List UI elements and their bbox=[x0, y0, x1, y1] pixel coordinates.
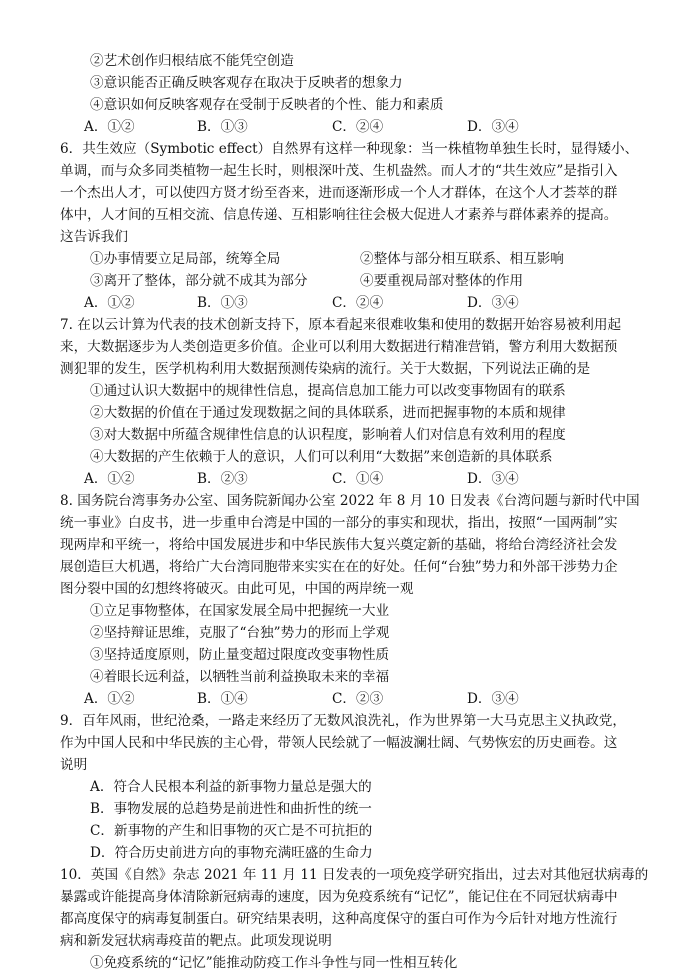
statement: ③离开了整体，部分就不成其为部分 bbox=[90, 273, 308, 289]
choice-d: D．③④ bbox=[467, 691, 519, 707]
choice-c: C．②④ bbox=[332, 295, 384, 311]
statement: ④要重视局部对整体的作用 bbox=[360, 273, 524, 289]
option-d: D．符合历史前进方向的事物充满旺盛的生命力 bbox=[90, 845, 373, 861]
question-stem-line: 图分裂中国的幻想终将破灭。由此可见，中国的两岸统一观 bbox=[60, 581, 414, 597]
statement-row bbox=[84, 248, 658, 270]
question-stem-line: 一个杰出人才，可以使四方贤才纷至沓来，进而逐渐形成一个人才群体，在这个人才荟萃的群 bbox=[60, 185, 618, 201]
statement: ①办事情要立足局部，统筹全局 bbox=[90, 251, 281, 267]
statement: ①通过认识大数据中的规律性信息，提高信息加工能力可以改变事物固有的联系 bbox=[90, 383, 566, 399]
statement: ③对大数据中所蕴含规律性信息的认识程度，影响着人们对信息有效利用的程度 bbox=[90, 427, 566, 443]
question-stem-line: 现两岸和平统一，将给中国发展进步和中华民族伟大复兴奠定新的基础，将给台湾经济社会发 bbox=[60, 537, 618, 553]
choice-d: D．③④ bbox=[467, 471, 519, 487]
question-stem-line: 展创造巨大机遇，将给广大台湾同胞带来实实在在的好处。任何“台独”势力和外部干涉势力企 bbox=[60, 559, 618, 575]
choice-c: C．②④ bbox=[332, 119, 384, 135]
choice-c: C．②③ bbox=[332, 691, 384, 707]
answer-choices bbox=[84, 116, 658, 138]
question-stem-line: 来，大数据逐步为人类创造更多价值。企业可以利用大数据进行精准营销，警方利用大数据预 bbox=[60, 339, 618, 355]
question-stem-line: 暴露或许能提高身体清除新冠病毒的速度，因为免疫系统有“记忆”，能记住在不同冠状病毒中 bbox=[60, 889, 618, 905]
choice-b: B．②③ bbox=[197, 471, 248, 487]
statement-row bbox=[84, 270, 658, 292]
question-stem-line: 体中，人才间的互相交流、信息传递、互相影响往往会极大促进人才素养与群体素养的提高。 bbox=[60, 207, 618, 223]
question-stem-line: 7. 在以云计算为代表的技术创新支持下，原本看起来很难收集和使用的数据开始容易被利用起 bbox=[60, 317, 622, 333]
choice-c: C．①④ bbox=[332, 471, 384, 487]
statement: ①立足事物整体，在国家发展全局中把握统一大业 bbox=[90, 603, 390, 619]
choice-d: D．③④ bbox=[467, 119, 519, 135]
question-9 bbox=[60, 710, 658, 864]
option-c: C．新事物的产生和旧事物的灭亡是不可抗拒的 bbox=[90, 823, 373, 839]
question-stem-line: 9．百年风雨，世纪沧桑，一路走来经历了无数风浪洗礼，作为世界第一大马克思主义执政党， bbox=[60, 713, 626, 729]
choice-a: A．①② bbox=[84, 691, 135, 707]
option-a: A．符合人民根本利益的新事物力量总是强大的 bbox=[90, 779, 372, 795]
question-5-tail bbox=[84, 50, 658, 138]
statement: ②艺术创作归根结底不能凭空创造 bbox=[90, 53, 294, 69]
choice-b: B．①④ bbox=[197, 691, 248, 707]
statement: ②坚持辩证思维，克服了“台独”势力的形而上学观 bbox=[90, 625, 390, 641]
choice-a: A．①② bbox=[84, 471, 135, 487]
question-stem-line: 说明 bbox=[60, 757, 88, 773]
question-stem-line: 都高度保守的病毒复制蛋白。研究结果表明，这种高度保守的蛋白可作为今后针对地方性流行 bbox=[60, 911, 618, 927]
statement: ②整体与部分相互联系、相互影响 bbox=[360, 251, 564, 267]
statement: ③意识能否正确反映客观存在取决于反映者的想象力 bbox=[90, 75, 403, 91]
question-stem-line: 作为中国人民和中华民族的主心骨，带领人民绘就了一幅波澜壮阔、气势恢宏的历史画卷。这 bbox=[60, 735, 618, 751]
answer-choices bbox=[84, 468, 658, 490]
question-7 bbox=[60, 314, 658, 490]
choice-b: B．①③ bbox=[197, 119, 248, 135]
answer-choices bbox=[84, 292, 658, 314]
statement: ①免疫系统的“记忆”能推动防疫工作斗争性与同一性相互转化 bbox=[90, 955, 458, 971]
question-stem-line: 8. 国务院台湾事务办公室、国务院新闻办公室 2022 年 8 月 10 日发表《台湾问题与新时代中国 bbox=[60, 493, 640, 509]
statement: ④意识如何反映客观存在受制于反映者的个性、能力和素质 bbox=[90, 97, 444, 113]
choice-a: A．①② bbox=[84, 119, 135, 135]
statement: ④着眼长远利益，以牺牲当前利益换取未来的幸福 bbox=[90, 669, 390, 685]
choice-b: B．①③ bbox=[197, 295, 248, 311]
option-b: B．事物发展的总趋势是前进性和曲折性的统一 bbox=[90, 801, 372, 817]
question-stem-line: 统一事业》白皮书，进一步重申台湾是中国的一部分的事实和现状，指出，按照“一国两制”实 bbox=[60, 515, 618, 531]
question-6 bbox=[60, 138, 658, 314]
question-stem-line: 测犯罪的发生，医学机构利用大数据预测传染病的流行。关于大数据，下列说法正确的是 bbox=[60, 361, 591, 377]
statement: ④大数据的产生依赖于人的意识，人们可以利用“大数据”来创造新的具体联系 bbox=[90, 449, 553, 465]
question-stem-line: 单调，而与众多同类植物一起生长时，则根深叶茂、生机盎然。而人才的“共生效应”是指引入 bbox=[60, 163, 618, 179]
question-stem-line: 10．英国《自然》杂志 2021 年 11 月 11 日发表的一项免疫学研究指出，过去对其他冠状病毒的 bbox=[60, 867, 649, 883]
answer-choices bbox=[84, 688, 658, 710]
question-stem-line: 6．共生效应（Symbotic effect）自然界有这样一种现象：当一株植物单独生长时，显得矮小、 bbox=[60, 141, 639, 157]
question-10 bbox=[60, 864, 658, 974]
question-8 bbox=[60, 490, 658, 710]
statement: ③坚持适度原则，防止量变超过限度改变事物性质 bbox=[90, 647, 390, 663]
question-stem-line: 病和新发冠状病毒疫苗的靶点。此项发现说明 bbox=[60, 933, 332, 949]
question-stem-line: 这告诉我们 bbox=[60, 229, 128, 245]
statement: ②大数据的价值在于通过发现数据之间的具体联系，进而把握事物的本质和规律 bbox=[90, 405, 566, 421]
choice-d: D．③④ bbox=[467, 295, 519, 311]
choice-a: A．①② bbox=[84, 295, 135, 311]
